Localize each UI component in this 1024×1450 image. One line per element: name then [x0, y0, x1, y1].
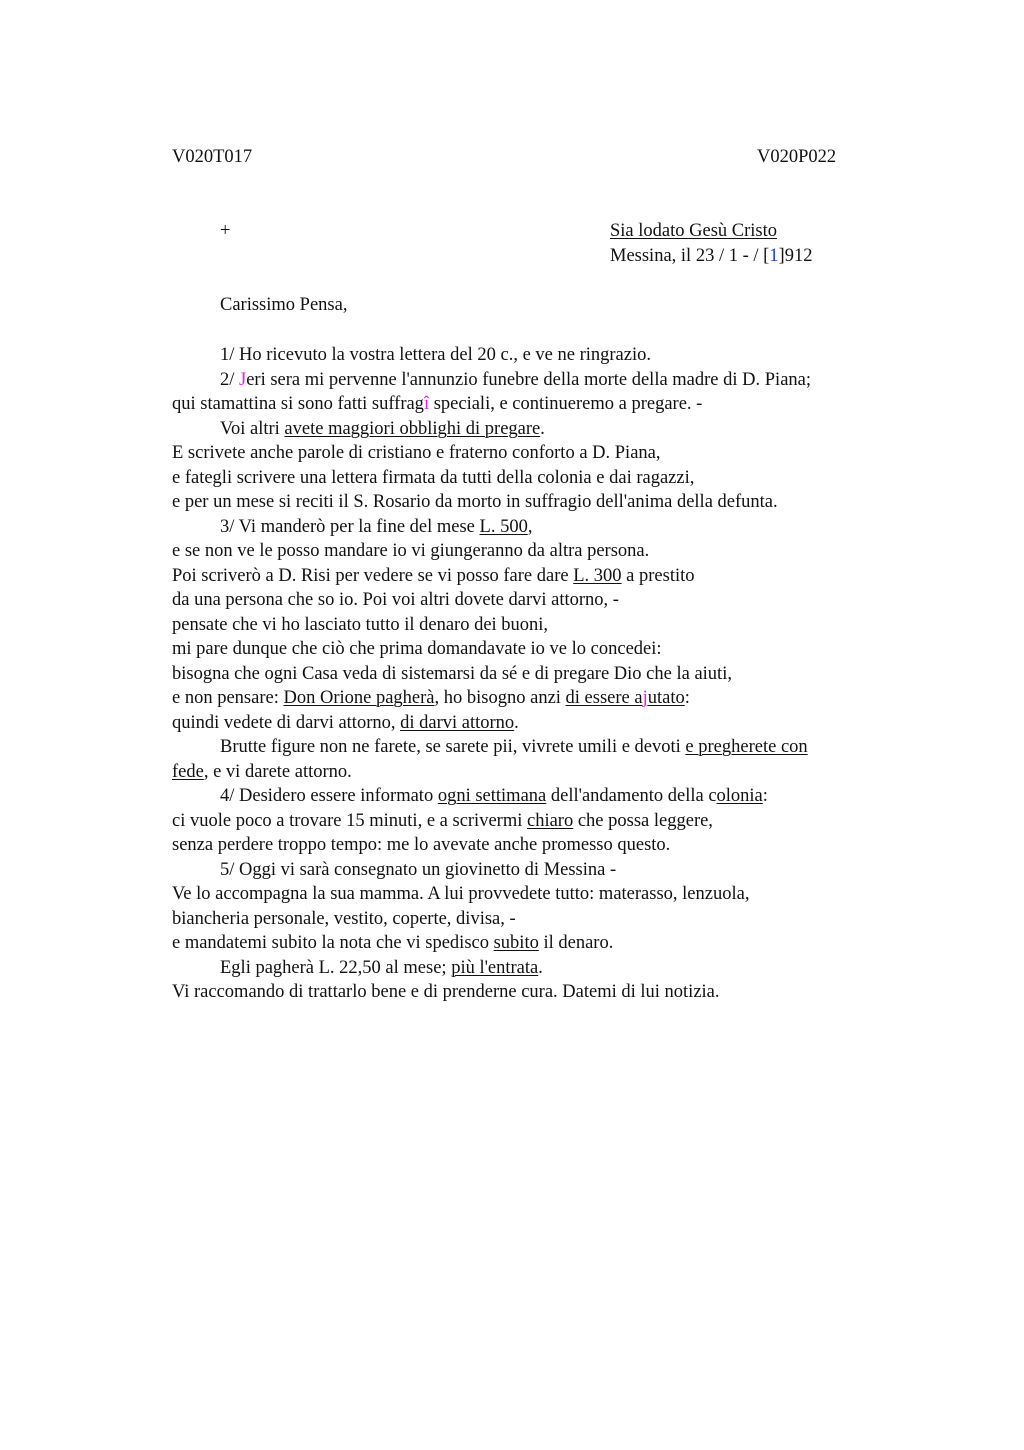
text-segment: biancheria personale, vestito, coperte, divisa, -	[172, 908, 516, 929]
text-segment: Brutte figure non ne farete, se sarete pii, vivrete umili e devoti	[220, 737, 686, 757]
letter-line	[172, 980, 892, 1005]
text-segment: senza perdere troppo tempo: me lo avevate anche promesso questo.	[172, 835, 671, 855]
text-segment: bisogna che ogni Casa veda di sistemarsi da sé e di pregare Dio che la aiuti,	[172, 663, 732, 684]
text-segment: 3/ Vi manderò per la fine del mese	[220, 516, 480, 537]
letter-line	[172, 662, 892, 687]
letter-line	[172, 760, 892, 785]
document-code-right: V020P022	[757, 147, 837, 167]
text-segment: speciali, e continueremo a pregare. -	[429, 394, 703, 414]
text-segment: e per un mese si reciti il S. Rosario da morto in suffragio dell'anima della defunta.	[172, 492, 778, 512]
letter-line	[172, 809, 892, 834]
underlined-text: utato	[647, 688, 685, 708]
date-editorial-insert: 1	[769, 246, 779, 266]
letter-line	[172, 956, 892, 981]
underlined-text: di essere a	[565, 688, 643, 708]
text-segment: ci vuole poco a trovare 15 minuti, e a scrivermi	[172, 810, 527, 831]
letter-line	[172, 588, 892, 613]
text-segment: .	[538, 957, 543, 978]
letter-line	[172, 931, 892, 956]
text-segment: .	[514, 712, 519, 733]
letter-line	[172, 882, 892, 907]
date-suffix: ]912	[778, 246, 813, 266]
underlined-text: Don Orione pagherà	[283, 688, 435, 708]
text-segment: :	[684, 688, 690, 708]
text-segment: E scrivete anche parole di cristiano e fraterno conforto a D. Piana,	[172, 443, 661, 463]
text-segment: .	[540, 418, 545, 439]
text-segment: ,	[527, 516, 533, 537]
underlined-text: ogni settimana	[437, 786, 547, 806]
text-segment: pensate che vi ho lasciato tutto il denaro dei buoni,	[172, 614, 549, 635]
text-segment: Ve lo accompagna la sua mamma. A lui provvedete tutto: materasso, lenzuola,	[172, 884, 750, 904]
underlined-text: subito	[493, 933, 539, 953]
underlined-text: avete maggiori obblighi di pregare	[284, 418, 541, 439]
letter-line	[172, 833, 892, 858]
text-segment: che possa leggere,	[573, 810, 713, 831]
letter-line	[172, 613, 892, 638]
document-code-left: V020T017	[172, 147, 253, 167]
text-segment: qui stamattina si sono fatti suffrag	[172, 394, 424, 414]
text-segment: da una persona che so io. Poi voi altri dovete darvi attorno, -	[172, 590, 619, 610]
text-segment: dell'andamento della c	[546, 786, 717, 806]
text-segment: 1/ Ho ricevuto la vostra lettera del 20 c., e ve ne ringrazio.	[220, 345, 651, 365]
letter-line	[172, 735, 892, 760]
editorial-mark: î	[423, 394, 430, 414]
underlined-text: olonia	[716, 786, 763, 806]
text-segment: Voi altri	[220, 418, 285, 439]
date-prefix: Messina, il 23 / 1 - / [	[610, 246, 770, 266]
letter-line	[172, 784, 892, 809]
underlined-text: j	[642, 688, 648, 708]
letter-line	[172, 490, 892, 515]
letter-line	[172, 539, 892, 564]
letter-line	[172, 907, 892, 932]
letter-line	[172, 686, 892, 711]
text-segment: mi pare dunque che ciò che prima domandavate io ve lo concedei:	[172, 639, 662, 659]
text-segment: , e vi darete attorno.	[203, 761, 352, 782]
letter-body	[172, 343, 892, 1005]
text-segment: eri sera mi pervenne l'annunzio funebre della morte della madre di D. Piana;	[246, 369, 812, 390]
text-segment: il denaro.	[538, 933, 614, 953]
text-segment: 5/ Oggi vi sarà consegnato un giovinetto di Messina -	[220, 859, 617, 880]
underlined-text: di darvi attorno	[400, 712, 515, 733]
letter-line	[172, 417, 892, 442]
text-segment: Egli pagherà L. 22,50 al mese;	[220, 957, 452, 978]
text-segment: e mandatemi subito la nota che vi spedisco	[172, 933, 494, 953]
letter-line	[172, 858, 892, 883]
underlined-text: fede	[172, 761, 204, 782]
text-segment: Vi raccomando di trattarlo bene e di prenderne cura. Datemi di lui notizia.	[172, 982, 720, 1002]
text-segment: e fategli scrivere una lettera firmata da tutti della colonia e dai ragazzi,	[172, 467, 695, 488]
text-segment: 4/ Desidero essere informato	[220, 786, 438, 806]
text-segment: 2/	[220, 369, 240, 390]
letter-line	[172, 343, 892, 368]
letter-line	[172, 392, 892, 417]
place-date	[610, 246, 812, 267]
underlined-text: L. 300	[573, 565, 622, 586]
underlined-text: più l'entrata	[451, 957, 539, 978]
editorial-mark: J	[239, 369, 247, 390]
text-segment: Poi scriverò a D. Risi per vedere se vi posso fare dare	[172, 565, 574, 586]
letter-line	[172, 711, 892, 736]
letter-line	[172, 368, 892, 393]
underlined-text: chiaro	[526, 810, 574, 831]
cross-symbol: +	[220, 221, 231, 241]
letter-line	[172, 466, 892, 491]
underlined-text: e pregherete con	[685, 737, 808, 757]
letter-line	[172, 637, 892, 662]
letter-greeting: Carissimo Pensa,	[220, 295, 348, 315]
letter-line	[172, 441, 892, 466]
text-segment: e non pensare:	[172, 688, 284, 708]
text-segment: :	[762, 786, 768, 806]
letter-line	[172, 564, 892, 589]
letter-line	[172, 515, 892, 540]
text-segment: , ho bisogno anzi	[434, 688, 566, 708]
invocation-heading: Sia lodato Gesù Cristo	[610, 221, 778, 241]
underlined-text: L. 500	[479, 516, 528, 537]
text-segment: quindi vedete di darvi attorno,	[172, 712, 401, 733]
text-segment: a prestito	[621, 565, 695, 586]
text-segment: e se non ve le posso mandare io vi giungeranno da altra persona.	[172, 541, 650, 561]
